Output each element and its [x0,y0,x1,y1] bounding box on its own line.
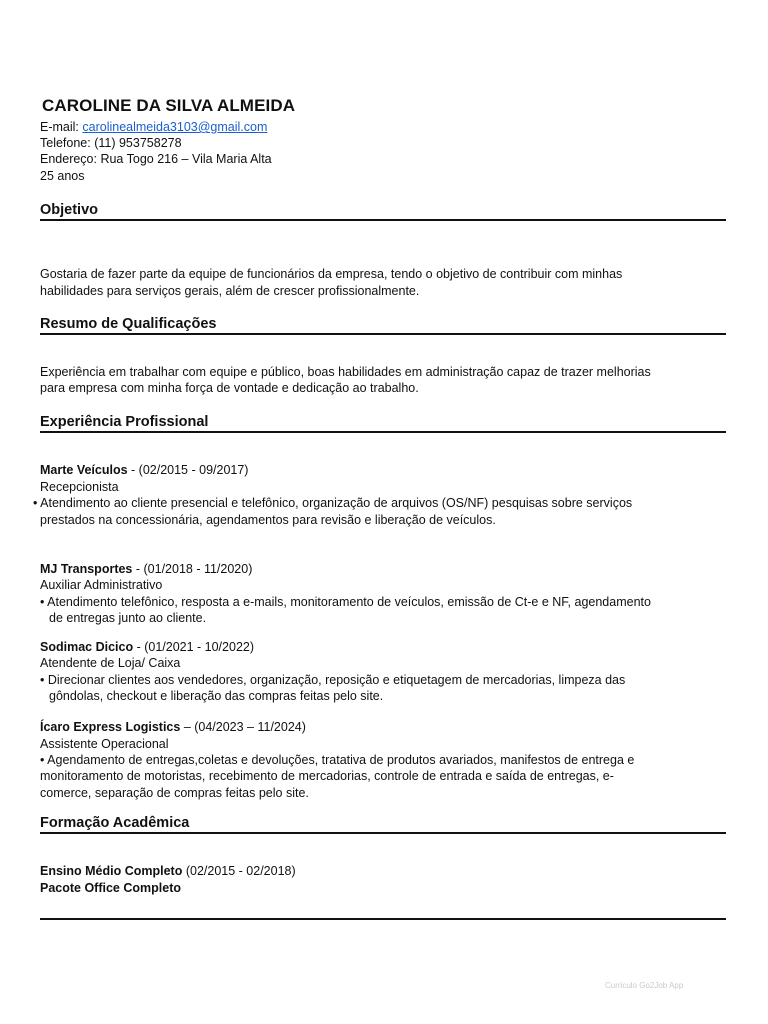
qualifications-text-line: Experiência em trabalhar com equipe e público, boas habilidades em administração capaz de trazer melhorias [40,365,651,379]
section-title-qualifications: Resumo de Qualificações [40,316,217,332]
job-heading [40,561,252,577]
job-description-line: • Atendimento telefônico, resposta a e-mails, monitoramento de veículos, emissão de Ct-e e NF, agendamento [40,595,651,609]
job-description-line: • Direcionar clientes aos vendedores, organização, reposição e etiquetagem de mercadorias, limpeza das [40,673,626,687]
section-divider [40,333,726,335]
section-divider [40,219,726,221]
address-line: Endereço: Rua Togo 216 – Vila Maria Alta [40,152,272,166]
job-company: Sodimac Dicico [40,640,134,654]
job-role: Assistente Operacional [40,737,169,751]
phone-line: Telefone: (11) 953758278 [40,136,182,150]
education-degree [40,863,296,879]
job-period: - (01/2021 - 10/2022) [133,640,255,654]
section-title-objective: Objetivo [40,202,99,218]
job-description-line: • Atendimento ao cliente presencial e telefônico, organização de arquivos (OS/NF) pesquisas sobre serviços [33,496,633,510]
footer-watermark: Curriculo Go2Job App [605,981,684,990]
objective-text-line: habilidades para serviços gerais, além de crescer profissionalmente. [40,284,420,298]
job-heading [40,639,254,655]
section-divider [40,832,726,834]
closing-divider [40,918,726,920]
job-company: Ícaro Express Logistics [40,720,181,734]
objective-text-line: Gostaria de fazer parte da equipe de funcionários da empresa, tendo o objetivo de contribuir com minhas [40,267,623,281]
job-description-line: • Agendamento de entregas,coletas e devoluções, tratativa de produtos avariados, manifestos de entrega e [40,753,635,767]
qualifications-text-line: para empresa com minha força de vontade e dedicação ao trabalho. [40,381,419,395]
job-role: Atendente de Loja/ Caixa [40,656,181,670]
candidate-name: CAROLINE DA SILVA ALMEIDA [42,96,296,115]
job-heading [40,462,248,478]
job-period: - (01/2018 - 11/2020) [132,562,253,576]
section-title-experience: Experiência Profissional [40,414,209,430]
job-heading [40,719,306,735]
job-role: Auxiliar Administrativo [40,578,163,592]
job-description-line: monitoramento de motoristas, recebimento de mercadorias, controle de entrada e saída de entregas, e- [40,769,614,783]
email-link[interactable]: carolinealmeida3103@gmail.com [82,120,268,134]
job-description-line: comerce, separação de compras feitas pelo site. [40,786,309,800]
job-period: – (04/2023 – 11/2024) [180,720,306,734]
job-period: - (02/2015 - 09/2017) [127,463,249,477]
age-line: 25 anos [40,169,85,183]
job-description-line: gôndolas, checkout e liberação das compras feitas pelo site. [49,689,384,703]
job-description-line: de entregas junto ao cliente. [49,611,207,625]
job-company: MJ Transportes [40,562,133,576]
job-description-line: prestados na concessionária, agendamentos para revisão e liberação de veículos. [40,513,496,527]
education-course: Pacote Office Completo [40,881,181,895]
section-divider [40,431,726,433]
education-degree-period: (02/2015 - 02/2018) [182,864,296,878]
email-line [40,119,267,135]
job-role: Recepcionista [40,480,119,494]
section-title-education: Formação Acadêmica [40,815,190,831]
education-degree-name: Ensino Médio Completo [40,864,183,878]
email-label: E-mail: [40,120,83,134]
job-company: Marte Veículos [40,463,128,477]
